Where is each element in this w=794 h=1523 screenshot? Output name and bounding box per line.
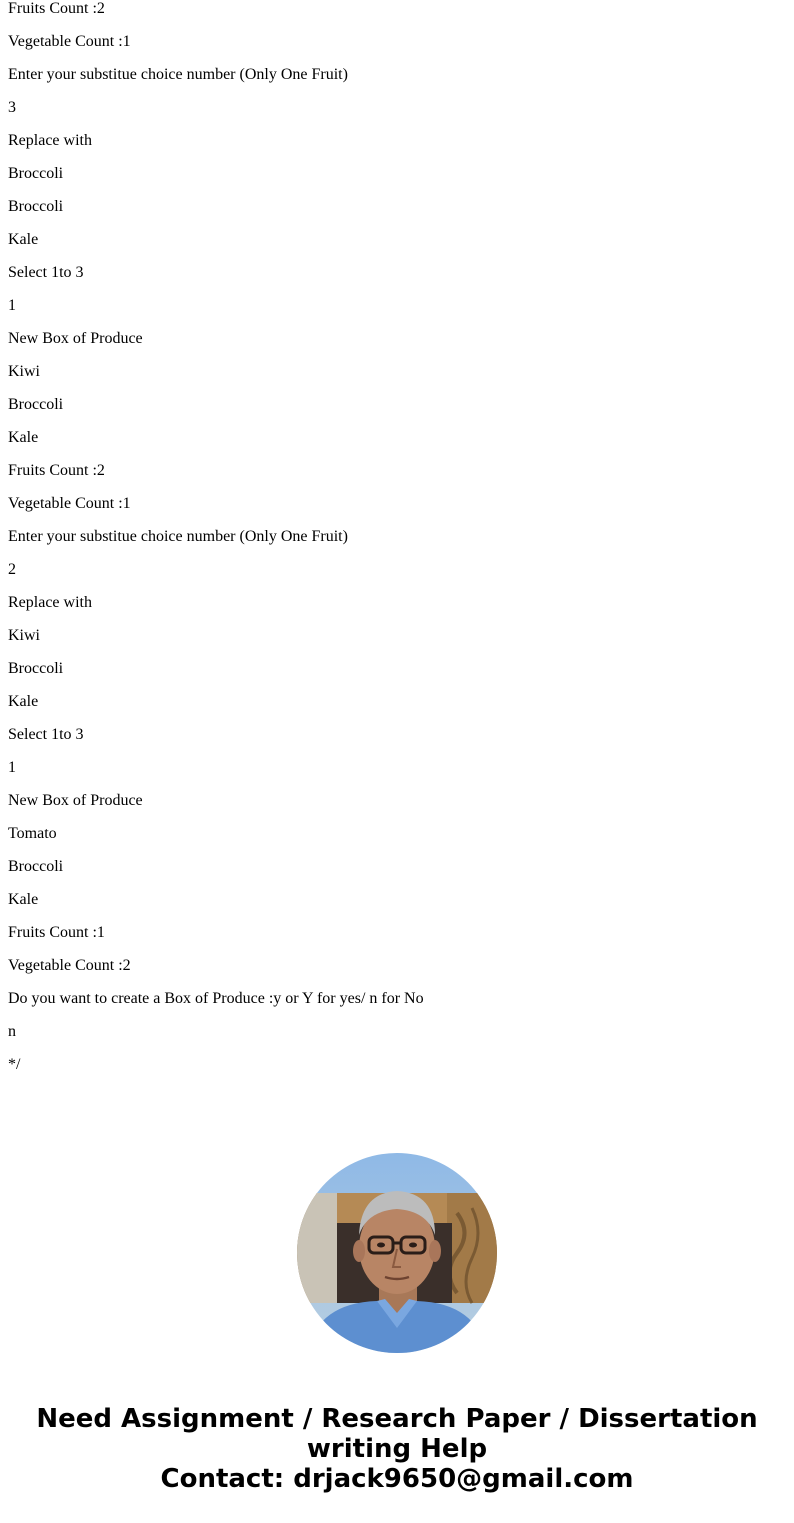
text-line: 1 [8, 297, 16, 314]
text-line: 1 [8, 759, 16, 776]
text-line: Select 1to 3 [8, 726, 84, 743]
text-line: Broccoli [8, 660, 64, 677]
output-lines [8, 0, 424, 1089]
text-line: Tomato [8, 825, 57, 842]
promo-subline: writing Help [306, 1434, 488, 1464]
text-line: Vegetable Count :2 [8, 957, 131, 974]
text-line: Fruits Count :2 [8, 0, 105, 17]
text-line: Enter your substitue choice number (Only One Fruit) [8, 528, 348, 545]
text-line: Do you want to create a Box of Produce :y or Y for yes/ n for No [8, 990, 424, 1007]
text-line: Kale [8, 891, 39, 908]
text-line: Kale [8, 693, 39, 710]
text-line: Vegetable Count :1 [8, 495, 131, 512]
text-line: Replace with [8, 594, 92, 611]
contact-banner [0, 1404, 794, 1494]
avatar [297, 1153, 497, 1353]
text-line: Fruits Count :1 [8, 924, 105, 941]
text-line: New Box of Produce [8, 792, 143, 809]
text-line: Broccoli [8, 396, 64, 413]
avatar-portrait-icon [297, 1153, 497, 1353]
text-line: Select 1to 3 [8, 264, 84, 281]
promo-headline: Need Assignment / Research Paper / Dissertation [36, 1404, 758, 1434]
text-line: 2 [8, 561, 16, 578]
text-line: Broccoli [8, 165, 64, 182]
text-line: */ [8, 1056, 21, 1073]
text-line: Fruits Count :2 [8, 462, 105, 479]
text-line: Broccoli [8, 858, 64, 875]
text-line: Kiwi [8, 627, 40, 644]
text-line: n [8, 1023, 16, 1040]
text-line: Broccoli [8, 198, 64, 215]
text-line: Replace with [8, 132, 92, 149]
text-line: New Box of Produce [8, 330, 143, 347]
text-line: Vegetable Count :1 [8, 33, 131, 50]
promo-contact: Contact: drjack9650@gmail.com [160, 1464, 634, 1494]
text-line: Kale [8, 429, 39, 446]
text-line: 3 [8, 99, 16, 116]
text-line: Kale [8, 231, 39, 248]
text-line: Enter your substitue choice number (Only One Fruit) [8, 66, 348, 83]
text-line: Kiwi [8, 363, 40, 380]
